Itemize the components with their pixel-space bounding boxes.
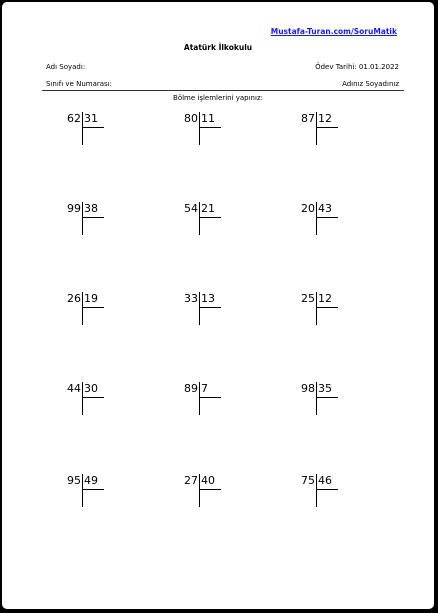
division-bar-vertical (82, 292, 83, 325)
division-problem (299, 202, 359, 242)
dividend: 26 (67, 292, 81, 305)
division-bar-vertical (199, 292, 200, 325)
division-bar-horizontal (82, 397, 104, 398)
divisor: 38 (84, 202, 98, 215)
division-bar-horizontal (199, 307, 221, 308)
division-problem (299, 382, 359, 422)
divisor: 13 (201, 292, 215, 305)
dividend: 98 (301, 382, 315, 395)
divisor: 21 (201, 202, 215, 215)
school-name: Atatürk İlkokulu (183, 43, 253, 52)
website-link[interactable]: Mustafa-Turan.com/SoruMatik (270, 27, 397, 36)
assignment-date: Ödev Tarihi: 01.01.2022 (315, 63, 399, 71)
division-problem (65, 202, 125, 242)
header-divider (42, 90, 404, 91)
student-name-value: Adınız Soyadınız (342, 80, 399, 88)
dividend: 33 (184, 292, 198, 305)
division-problem (65, 382, 125, 422)
divisor: 31 (84, 112, 98, 125)
division-bar-horizontal (82, 127, 104, 128)
divisor: 19 (84, 292, 98, 305)
division-bar-vertical (316, 202, 317, 235)
division-problem (65, 112, 125, 152)
division-problem (182, 474, 242, 514)
divisor: 12 (318, 112, 332, 125)
division-problem (299, 474, 359, 514)
division-problem (182, 382, 242, 422)
division-bar-vertical (82, 382, 83, 415)
dividend: 99 (67, 202, 81, 215)
worksheet-page (2, 2, 434, 609)
divisor: 49 (84, 474, 98, 487)
division-bar-horizontal (199, 397, 221, 398)
division-bar-vertical (316, 382, 317, 415)
division-bar-vertical (199, 474, 200, 507)
divisor: 35 (318, 382, 332, 395)
division-problem (65, 474, 125, 514)
dividend: 75 (301, 474, 315, 487)
dividend: 27 (184, 474, 198, 487)
dividend: 95 (67, 474, 81, 487)
division-bar-vertical (82, 474, 83, 507)
dividend: 25 (301, 292, 315, 305)
name-label: Adı Soyadı: (46, 63, 86, 71)
dividend: 87 (301, 112, 315, 125)
division-bar-horizontal (316, 307, 338, 308)
division-bar-vertical (82, 202, 83, 235)
division-problem (299, 292, 359, 332)
division-bar-vertical (199, 202, 200, 235)
division-problem (182, 202, 242, 242)
dividend: 44 (67, 382, 81, 395)
division-bar-vertical (316, 112, 317, 145)
division-bar-horizontal (199, 489, 221, 490)
division-bar-horizontal (82, 307, 104, 308)
division-bar-horizontal (199, 217, 221, 218)
division-bar-vertical (199, 112, 200, 145)
division-bar-horizontal (199, 127, 221, 128)
divisor: 11 (201, 112, 215, 125)
division-bar-horizontal (316, 397, 338, 398)
division-problem (65, 292, 125, 332)
division-bar-horizontal (316, 127, 338, 128)
division-bar-vertical (316, 474, 317, 507)
division-bar-horizontal (316, 217, 338, 218)
division-bar-horizontal (82, 489, 104, 490)
division-bar-horizontal (316, 489, 338, 490)
division-bar-vertical (82, 112, 83, 145)
division-problem (182, 292, 242, 332)
dividend: 20 (301, 202, 315, 215)
division-bar-vertical (199, 382, 200, 415)
dividend: 54 (184, 202, 198, 215)
dividend: 62 (67, 112, 81, 125)
dividend: 80 (184, 112, 198, 125)
divisor: 12 (318, 292, 332, 305)
division-problem (182, 112, 242, 152)
division-problem (299, 112, 359, 152)
divisor: 40 (201, 474, 215, 487)
divisor: 30 (84, 382, 98, 395)
divisor: 46 (318, 474, 332, 487)
instruction-text: Bölme işlemlerini yapınız: (173, 94, 263, 102)
divisor: 7 (201, 382, 208, 395)
division-bar-horizontal (82, 217, 104, 218)
class-number-label: Sınıfı ve Numarası: (46, 80, 112, 88)
division-bar-vertical (316, 292, 317, 325)
divisor: 43 (318, 202, 332, 215)
dividend: 89 (184, 382, 198, 395)
